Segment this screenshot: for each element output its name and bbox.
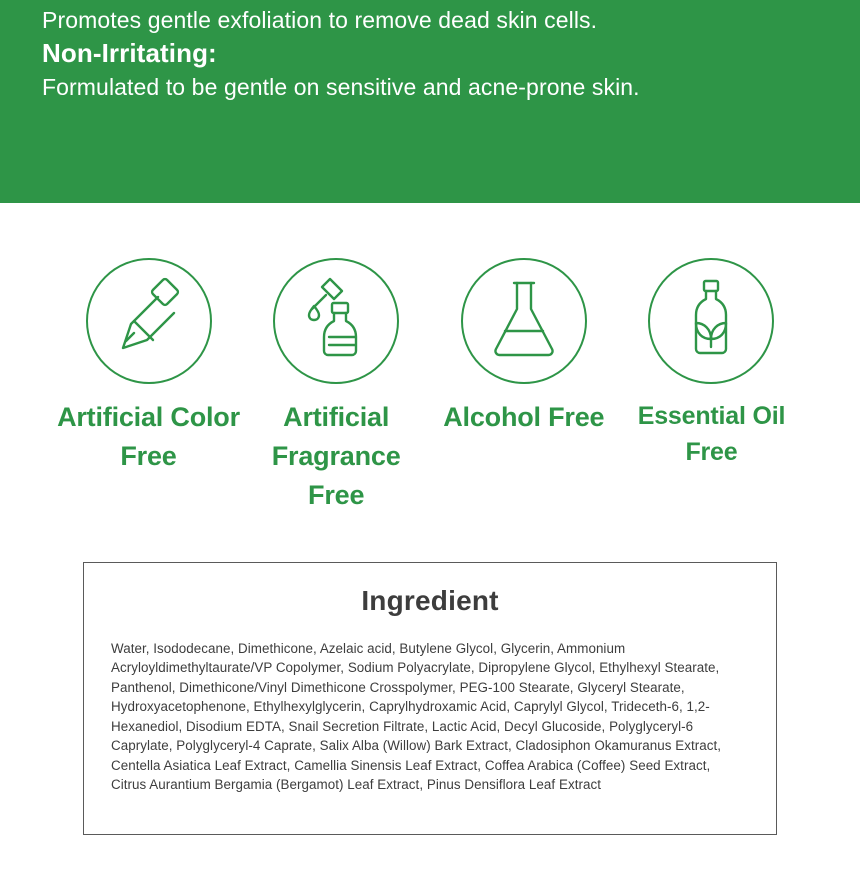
feature-alcohol-free [431,258,616,437]
ingredient-panel [83,562,777,835]
feature-label: Alcohol Free [443,402,605,432]
hero-line-exfoliation: Promotes gentle exfoliation to remove dead skin cells. [42,7,598,33]
hero-line-gentle: Formulated to be gentle on sensitive and acne-prone skin. [42,74,640,101]
dropper-icon [110,276,188,367]
feature-label: Artificial Fragrance Free [271,402,401,511]
erlenmeyer-flask-icon [484,275,564,368]
feature-artificial-color-free [56,258,241,476]
feature-icon-circle [273,258,399,384]
feature-label: Essential Oil Free [637,402,786,467]
ingredient-list-text: Water, Isododecane, Dimethicone, Azelaic acid, Butylene Glycol, Glycerin, Ammonium Acryloyldimethyltaurate/VP Copolymer, Sodium Polyacrylate, Dipropylene Glycol, Ethylhexyl Stearate, Panthenol, Dimethicone/Vinyl Dimethicone Crosspolymer, PEG-100 Stearate, Glyceryl Stearate, Hydroxyacetophenone, Ethylhexylglycerin, Caprylhydroxamic Acid, Caprylyl Glycol, Trideceth-6, 1,2-Hexanediol, Disodium EDTA, Snail Secretion Filtrate, Lactic Acid, Decyl Glucoside, Polyglyceryl-6 Caprylate, Polyglyceryl-4 Caprate, Salix Alba (Willow) Bark Extract, Cladosiphon Okamuranus Extract, Centella Asiatica Leaf Extract, Camellia Sinensis Leaf Extract, Coffea Arabica (Coffee) Seed Extract, Citrus Aurantium Bergamia (Bergamot) Leaf Extract, Pinus Densiflora Leaf Extract [111,641,722,793]
serum-bottle-drop-icon [296,275,376,368]
bottle-leaf-icon [671,275,751,368]
hero-banner [0,0,860,203]
feature-label: Artificial Color Free [57,402,240,472]
feature-badges [0,203,860,515]
hero-heading-non-irritating: Non-Irritating: [42,38,217,69]
feature-icon-circle [648,258,774,384]
feature-artificial-fragrance-free [244,258,429,515]
feature-icon-circle [461,258,587,384]
ingredient-title: Ingredient [361,585,499,616]
feature-icon-circle [86,258,212,384]
feature-essential-oil-free [619,258,804,471]
